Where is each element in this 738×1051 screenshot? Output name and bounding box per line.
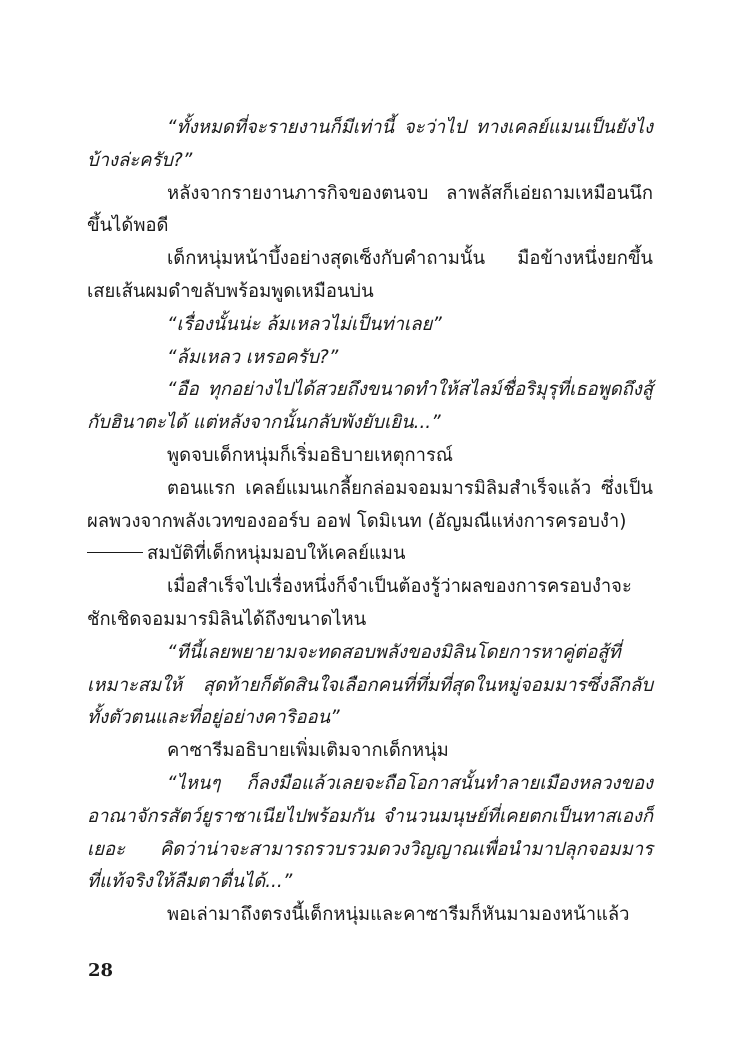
page-number: 28 [88, 960, 114, 981]
paragraph: “ทีนี้เลยพยายามจะทดสอบพลังของมิลินโดยการหาคู่ต่อสู้ที่เหมาะสมให้ สุดท้ายก็ตัดสินใจเลือกคนที่ทึ่มที่สุดในหมู่จอมมารซึ่งลึกลับทั้งตัวตนและที่อยู่อย่างคาริออน” [87, 641, 653, 729]
paragraph-with-dash [87, 538, 653, 571]
paragraph: พอเล่ามาถึงตรงนี้เด็กหนุ่มและคาซารีมก็หันมามองหน้าแล้ว [167, 904, 630, 926]
paragraph: เด็กหนุ่มหน้าบึ้งอย่างสุดเซ็งกับคำถามนั้น มือข้างหนึ่งยกขึ้นเสยเส้นผมดำขลับพร้อมพูดเหมือนบ่น [87, 248, 653, 302]
em-dash-rule [87, 552, 143, 553]
paragraph: “ล้มเหลว เหรอครับ?” [167, 346, 339, 368]
body-text [87, 112, 653, 932]
paragraph: หลังจากรายงานภารกิจของตนจบ ลาพลัสก็เอ่ยถามเหมือนนึกขึ้นได้พอดี [87, 182, 653, 237]
paragraph: “ทั้งหมดที่จะรายงานก็มีเท่านี้ จะว่าไป ทางเคลย์แมนเป็นยังไงบ้างล่ะครับ?” [87, 117, 653, 171]
paragraph: ตอนแรก เคลย์แมนเกลี้ยกล่อมจอมมารมิลิมสำเร็จแล้ว ซึ่งเป็นผลพวงจากพลังเวทของออร์บ ออฟ โดมิเนท (อัญมณีแห่งการครอบงำ) [87, 477, 653, 532]
paragraph: พูดจบเด็กหนุ่มก็เริ่มอธิบายเหตุการณ์ [167, 444, 453, 466]
paragraph: คาซารีมอธิบายเพิ่มเติมจากเด็กหนุ่ม [167, 740, 449, 762]
paragraph: “เรื่องนั้นน่ะ ล้มเหลวไม่เป็นท่าเลย” [167, 313, 442, 335]
paragraph: “ไหนๆ ก็ลงมือแล้วเลยจะถือโอกาสนั้นทำลายเมืองหลวงของอาณาจักรสัตว์ยูราซาเนียไปพร้อมกัน จำนวนมนุษย์ที่เคยตกเป็นทาสเองก็เยอะ คิดว่าน่าจะสามารถรวบรวมดวงวิญญาณเพื่อนำมาปลุกจอมมารที่แท้จริงให้ลืมตาตื่นได้...” [87, 772, 653, 893]
paragraph: “อือ ทุกอย่างไปได้สวยถึงขนาดทำให้สไลม์ชื่อริมุรุที่เธอพูดถึงสู้กับฮินาตะได้ แต่หลังจากนั้นกลับพังยับเยิน...” [87, 379, 653, 434]
paragraph: เมื่อสำเร็จไปเรื่องหนึ่งก็จำเป็นต้องรู้ว่าผลของการครอบงำจะชักเชิดจอมมารมิลินได้ถึงขนาดไหน [87, 576, 632, 630]
paragraph-text: สมบัติที่เด็กหนุ่มมอบให้เคลย์แมน [147, 543, 406, 565]
